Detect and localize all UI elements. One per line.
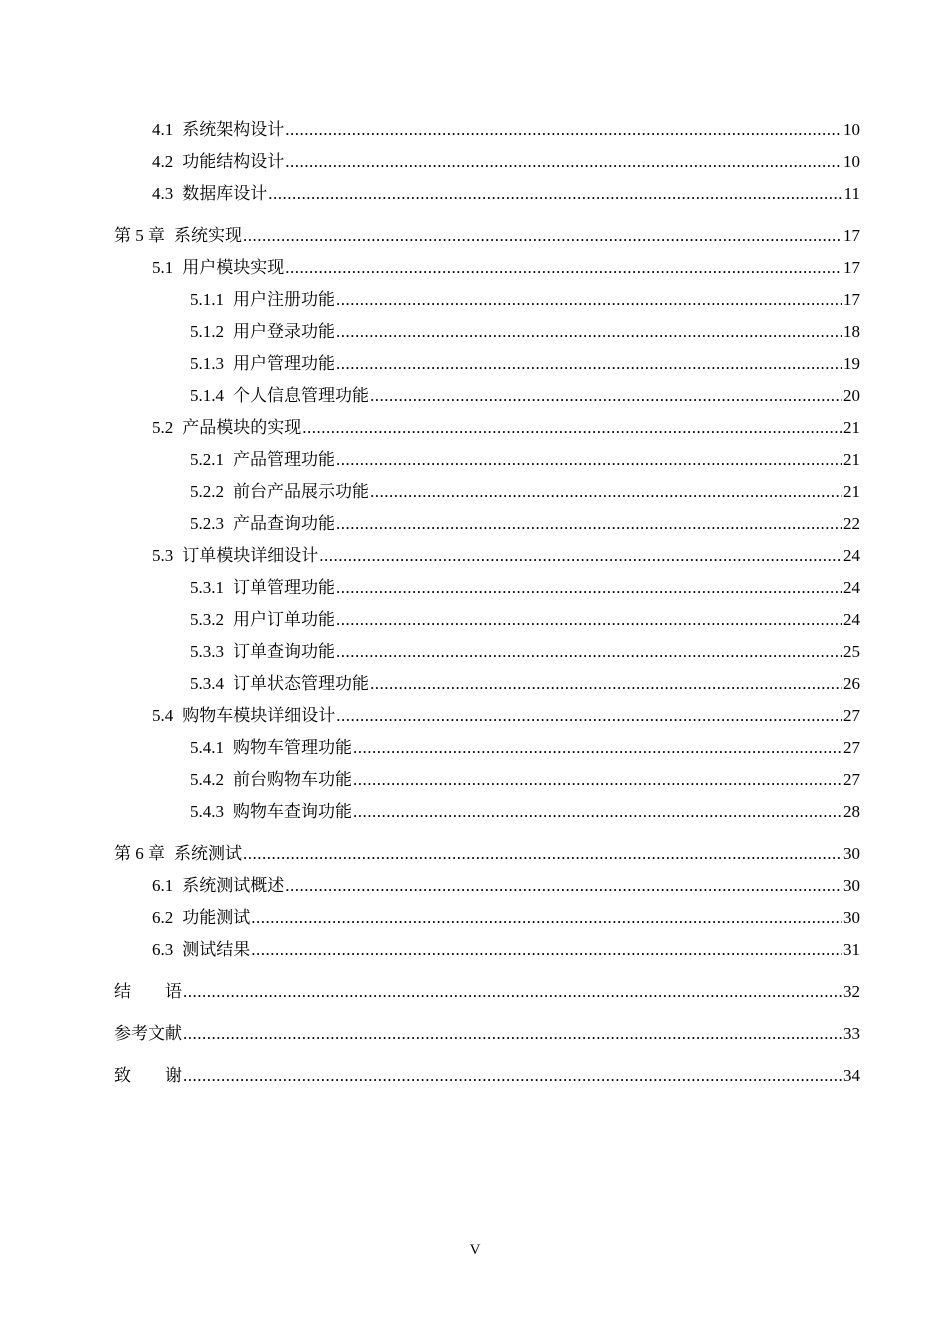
toc-dot-leader [243, 220, 842, 252]
toc-entry-page-number: 30 [843, 876, 860, 895]
toc-dot-leader [285, 146, 842, 178]
toc-entry[interactable] [114, 870, 860, 902]
toc-entry-title: 系统测试概述 [182, 876, 285, 895]
toc-entry-title: 系统架构设计 [182, 120, 285, 139]
toc-dot-leader [336, 444, 842, 476]
toc-entry-page-number: 24 [843, 546, 860, 565]
toc-dot-leader [285, 114, 842, 146]
toc-entry-number: 5.1.1 [190, 290, 224, 309]
toc-entry-number: 5.4.1 [190, 738, 224, 757]
toc-dot-leader [183, 976, 842, 1008]
toc-dot-leader [319, 540, 842, 572]
toc-entry-page-number: 27 [843, 770, 860, 789]
toc-entry-number: 5.3 [152, 546, 174, 565]
toc-entry-page-number: 18 [843, 322, 860, 341]
toc-entry-number: 5.3.1 [190, 578, 224, 597]
toc-entry-page-number: 31 [843, 940, 860, 959]
toc-entry-page-number: 11 [843, 184, 860, 203]
toc-dot-leader [353, 732, 842, 764]
toc-entry-page-number: 10 [843, 120, 860, 139]
toc-entry[interactable] [114, 316, 860, 348]
toc-dot-leader [251, 934, 842, 966]
toc-entry[interactable] [114, 146, 860, 178]
toc-entry-page-number: 30 [843, 844, 860, 863]
toc-entry[interactable] [114, 252, 860, 284]
toc-dot-leader [285, 252, 842, 284]
toc-entry-title: 产品管理功能 [233, 450, 335, 469]
toc-dot-leader [353, 764, 842, 796]
toc-entry[interactable] [114, 572, 860, 604]
toc-entry-page-number: 26 [843, 674, 860, 693]
toc-entry[interactable] [114, 444, 860, 476]
toc-entry-number: 5.4.2 [190, 770, 224, 789]
toc-entry-page-number: 24 [843, 578, 860, 597]
toc-entry-title: 购物车查询功能 [233, 802, 352, 821]
toc-entry-title: 致 谢 [114, 1066, 182, 1085]
toc-entry-title: 订单查询功能 [233, 642, 335, 661]
toc-entry[interactable] [114, 380, 860, 412]
toc-dot-leader [353, 796, 842, 828]
toc-entry-page-number: 30 [843, 908, 860, 927]
toc-entry[interactable] [114, 976, 860, 1008]
toc-entry-page-number: 24 [843, 610, 860, 629]
toc-entry-page-number: 22 [843, 514, 860, 533]
toc-dot-leader [183, 1060, 842, 1092]
toc-entry-number: 5.1.4 [190, 386, 224, 405]
toc-entry-page-number: 17 [843, 226, 860, 245]
toc-entry-title: 用户注册功能 [233, 290, 335, 309]
toc-entry-number: 5.2.2 [190, 482, 224, 501]
toc-entry-number: 4.3 [152, 184, 174, 203]
toc-entry[interactable] [114, 284, 860, 316]
toc-entry[interactable] [114, 636, 860, 668]
toc-entry-page-number: 28 [843, 802, 860, 821]
toc-entry-number: 5.1 [152, 258, 174, 277]
toc-entry-number: 5.2.3 [190, 514, 224, 533]
toc-dot-leader [251, 902, 842, 934]
toc-entry-number: 5.2.1 [190, 450, 224, 469]
toc-dot-leader [336, 604, 842, 636]
toc-entry-title: 功能结构设计 [182, 152, 285, 171]
toc-entry-number: 5.3.4 [190, 674, 224, 693]
toc-entry-number: 4.2 [152, 152, 174, 171]
toc-entry-page-number: 21 [843, 482, 860, 501]
toc-entry-title: 测试结果 [182, 940, 251, 959]
toc-entry-page-number: 25 [843, 642, 860, 661]
toc-entry[interactable] [114, 700, 860, 732]
toc-entry-title: 用户管理功能 [233, 354, 335, 373]
toc-entry-title: 产品查询功能 [233, 514, 335, 533]
toc-entry-number: 6.2 [152, 908, 174, 927]
toc-entry-title: 订单管理功能 [233, 578, 335, 597]
toc-entry[interactable] [114, 934, 860, 966]
table-of-contents [114, 114, 860, 1092]
toc-dot-leader [336, 508, 842, 540]
toc-dot-leader [336, 284, 842, 316]
toc-entry[interactable] [114, 902, 860, 934]
toc-dot-leader [285, 870, 842, 902]
toc-entry-title: 用户登录功能 [233, 322, 335, 341]
toc-entry-page-number: 20 [843, 386, 860, 405]
toc-dot-leader [243, 838, 842, 870]
toc-entry-title: 系统测试 [174, 844, 242, 863]
toc-dot-leader [370, 476, 842, 508]
toc-entry[interactable] [114, 1060, 860, 1092]
toc-entry-title: 前台购物车功能 [233, 770, 352, 789]
toc-entry-number: 第 6 章 [114, 844, 165, 863]
toc-entry-title: 系统实现 [174, 226, 242, 245]
toc-entry-number: 第 5 章 [114, 226, 165, 245]
toc-entry-number: 4.1 [152, 120, 174, 139]
toc-entry-title: 用户模块实现 [182, 258, 285, 277]
toc-dot-leader [336, 636, 842, 668]
toc-entry-number: 5.4.3 [190, 802, 224, 821]
toc-entry[interactable] [114, 604, 860, 636]
toc-entry[interactable] [114, 796, 860, 828]
toc-entry-page-number: 27 [843, 738, 860, 757]
toc-entry[interactable] [114, 476, 860, 508]
toc-entry-number: 5.2 [152, 418, 174, 437]
toc-dot-leader [336, 316, 842, 348]
toc-entry-page-number: 21 [843, 450, 860, 469]
toc-entry-page-number: 21 [843, 418, 860, 437]
toc-entry[interactable] [114, 1018, 860, 1050]
toc-dot-leader [336, 700, 842, 732]
toc-entry-number: 6.3 [152, 940, 174, 959]
toc-entry-title: 功能测试 [182, 908, 251, 927]
toc-dot-leader [183, 1018, 842, 1050]
page-footer-number: V [469, 1242, 481, 1258]
toc-entry-title: 订单模块详细设计 [182, 546, 319, 565]
toc-entry[interactable] [114, 732, 860, 764]
toc-entry-title: 用户订单功能 [233, 610, 335, 629]
toc-dot-leader [302, 412, 842, 444]
toc-entry-page-number: 34 [843, 1066, 860, 1085]
toc-entry[interactable] [114, 668, 860, 700]
toc-entry-number: 5.3.3 [190, 642, 224, 661]
toc-entry[interactable] [114, 220, 860, 252]
toc-dot-leader [268, 178, 842, 210]
toc-dot-leader [336, 572, 842, 604]
toc-entry[interactable] [114, 348, 860, 380]
toc-entry[interactable] [114, 838, 860, 870]
toc-entry-title: 结 语 [114, 982, 182, 1001]
toc-entry-page-number: 27 [843, 706, 860, 725]
toc-entry-number: 6.1 [152, 876, 174, 895]
toc-entry-page-number: 17 [843, 290, 860, 309]
toc-entry-page-number: 32 [843, 982, 860, 1001]
toc-entry-title: 订单状态管理功能 [233, 674, 369, 693]
toc-entry-title: 产品模块的实现 [182, 418, 302, 437]
toc-entry-title: 数据库设计 [182, 184, 268, 203]
toc-entry-page-number: 17 [843, 258, 860, 277]
toc-entry-page-number: 10 [843, 152, 860, 171]
toc-dot-leader [370, 380, 842, 412]
toc-entry-number: 5.4 [152, 706, 174, 725]
toc-dot-leader [370, 668, 842, 700]
toc-entry-number: 5.1.2 [190, 322, 224, 341]
toc-dot-leader [336, 348, 842, 380]
toc-entry[interactable] [114, 508, 860, 540]
toc-entry[interactable] [114, 540, 860, 572]
toc-entry-title: 个人信息管理功能 [233, 386, 369, 405]
toc-entry[interactable] [114, 412, 860, 444]
toc-entry-title: 参考文献 [114, 1024, 182, 1043]
toc-entry[interactable] [114, 178, 860, 210]
toc-entry-page-number: 19 [843, 354, 860, 373]
toc-entry[interactable] [114, 114, 860, 146]
toc-entry-title: 购物车模块详细设计 [182, 706, 336, 725]
toc-entry-title: 购物车管理功能 [233, 738, 352, 757]
toc-entry-number: 5.3.2 [190, 610, 224, 629]
toc-entry[interactable] [114, 764, 860, 796]
toc-entry-number: 5.1.3 [190, 354, 224, 373]
toc-entry-page-number: 33 [843, 1024, 860, 1043]
toc-entry-title: 前台产品展示功能 [233, 482, 369, 501]
